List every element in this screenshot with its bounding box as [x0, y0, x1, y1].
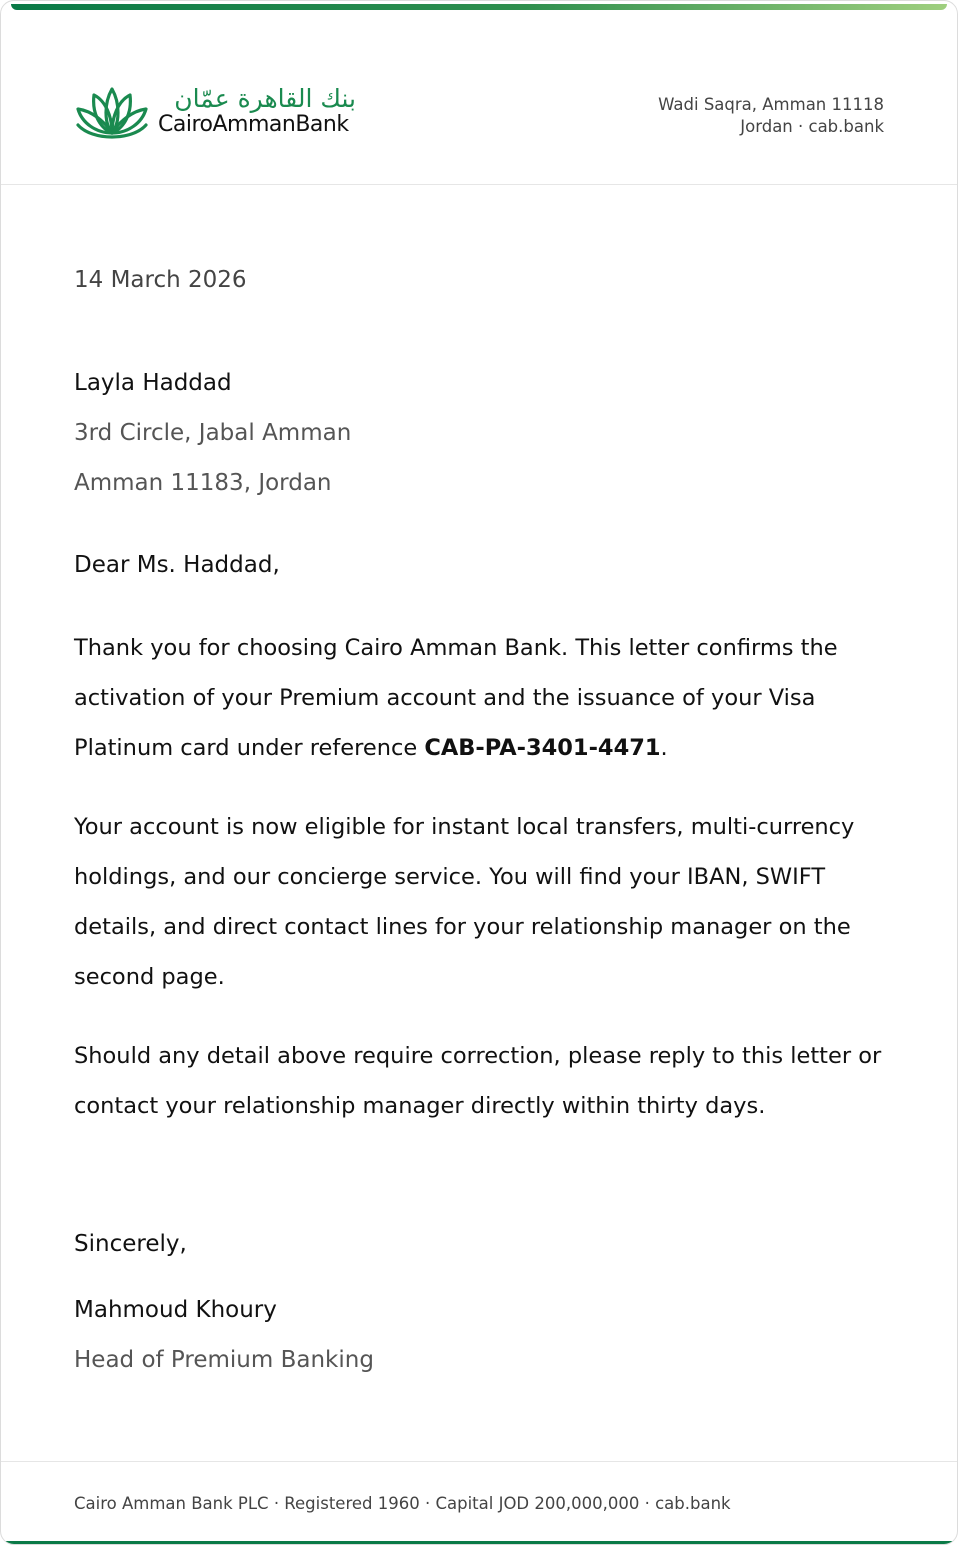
signer-name: Mahmoud Khoury	[74, 1297, 277, 1323]
bank-name-latin: CairoAmmanBank	[158, 112, 349, 137]
lotus-logo-icon	[74, 83, 150, 143]
bank-address-line1: Wadi Saqra, Amman 11118	[658, 95, 884, 114]
bottom-accent-bar	[1, 1541, 957, 1544]
paragraph-confirmation	[74, 623, 886, 773]
recipient-block	[74, 358, 351, 508]
footer-legal-text: Cairo Amman Bank PLC · Registered 1960 · Capital JOD 200,000,000 · cab.bank	[74, 1494, 731, 1513]
letter-date: 14 March 2026	[74, 267, 247, 293]
letterhead	[1, 1, 957, 185]
recipient-address-line2: Amman 11183, Jordan	[74, 470, 332, 496]
signer-title: Head of Premium Banking	[74, 1347, 374, 1373]
paragraph-eligibility: Your account is now eligible for instant local transfers, multi-currency holdings, and our concierge service. You will find your IBAN, SWIFT details, and direct contact lines for your relationship manager on the second page.	[74, 814, 855, 990]
bank-address-line2: Jordan · cab.bank	[740, 117, 884, 136]
recipient-name: Layla Haddad	[74, 370, 232, 396]
salutation: Dear Ms. Haddad,	[74, 552, 280, 578]
paragraph-correction: Should any detail above require correction, please reply to this letter or contact your relationship manager directly within thirty days.	[74, 1043, 882, 1119]
letter-footer	[1, 1461, 957, 1545]
recipient-address-line1: 3rd Circle, Jabal Amman	[74, 420, 352, 446]
paragraph-confirmation-text: Thank you for choosing Cairo Amman Bank. This letter confirms the activation of your Premium account and the issuance of your Visa Platinum card under reference	[74, 635, 838, 761]
closing: Sincerely,	[74, 1231, 187, 1257]
account-reference: CAB-PA-3401-4471	[424, 735, 661, 761]
bank-address	[658, 94, 884, 138]
paragraph-confirmation-end: .	[660, 735, 668, 761]
letter-body	[74, 623, 886, 1160]
bank-name-arabic: بنك القاهرة عمّان	[174, 84, 356, 113]
